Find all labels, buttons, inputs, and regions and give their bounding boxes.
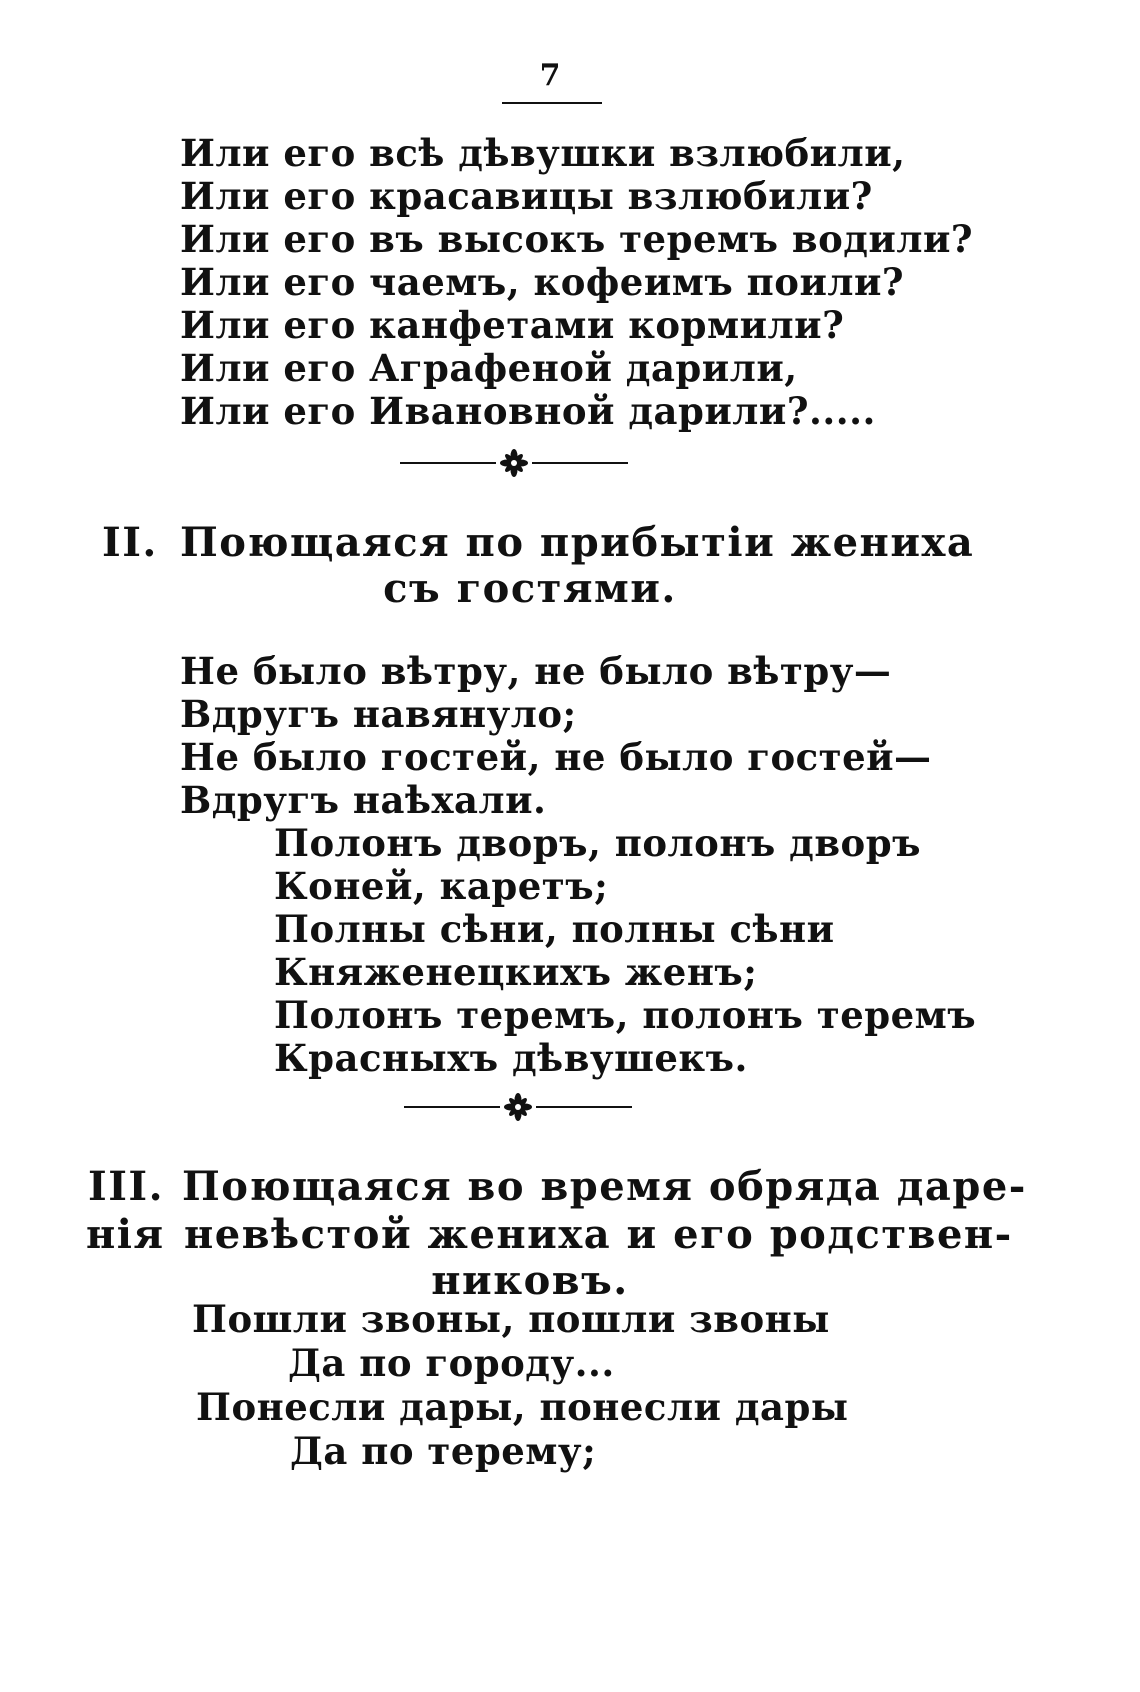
section-numeral: III. bbox=[88, 1163, 165, 1210]
section-numeral: II. bbox=[102, 519, 158, 566]
verse-line-indented: Коней, каретъ; bbox=[274, 864, 609, 908]
verse-line-indented: Полонъ дворъ, полонъ дворъ bbox=[274, 821, 921, 865]
verse-line: Или его всѣ дѣвушки взлюбили, bbox=[180, 131, 906, 175]
flower-ornament-icon bbox=[404, 1092, 632, 1122]
verse-line: Или его красавицы взлюбили? bbox=[180, 174, 873, 218]
verse-line: Понесли дары, понесли дары bbox=[196, 1385, 849, 1429]
section-title-continued: съ гостями. bbox=[383, 565, 677, 612]
verse-line: Или его Аграфеной дарили, bbox=[180, 346, 798, 390]
verse-line-indented: Да по терему; bbox=[290, 1429, 597, 1473]
section-divider bbox=[404, 1092, 632, 1122]
verse-line-indented: Красныхъ дѣвушекъ. bbox=[274, 1036, 748, 1080]
page-number: 7 bbox=[539, 58, 561, 93]
flower-ornament-icon bbox=[400, 448, 628, 478]
verse-line: Пошли звоны, пошли звоны bbox=[192, 1297, 830, 1341]
section-title: Поющаяся во время обряда даре- bbox=[182, 1163, 1027, 1210]
verse-line: Вдругъ наѣхали. bbox=[180, 778, 547, 822]
verse-line: Не было гостей, не было гостей— bbox=[180, 735, 932, 779]
section-title-continued: невѣстой жениха и его родствен- bbox=[184, 1211, 1013, 1258]
verse-line-indented: Княженецкихъ женъ; bbox=[274, 950, 758, 994]
verse-line: Или его чаемъ, кофеимъ поили? bbox=[180, 260, 905, 304]
verse-line: Вдругъ навянуло; bbox=[180, 692, 577, 736]
verse-line-indented: Полны сѣни, полны сѣни bbox=[274, 907, 835, 951]
section-divider bbox=[400, 448, 628, 478]
section-title-continued: никовъ. bbox=[431, 1257, 629, 1304]
verse-line: Или его Ивановной дарили?..... bbox=[180, 389, 876, 433]
section-title-continued: нія bbox=[86, 1211, 165, 1258]
verse-line-indented: Полонъ теремъ, полонъ теремъ bbox=[274, 993, 977, 1037]
verse-line: Или его въ высокъ теремъ водили? bbox=[180, 217, 974, 261]
verse-line-indented: Да по городу... bbox=[288, 1341, 615, 1385]
page-number-rule bbox=[502, 102, 602, 104]
verse-line: Или его канфетами кормили? bbox=[180, 303, 845, 347]
section-title: Поющаяся по прибытіи жениха bbox=[180, 519, 975, 566]
verse-line: Не было вѣтру, не было вѣтру— bbox=[180, 649, 892, 693]
